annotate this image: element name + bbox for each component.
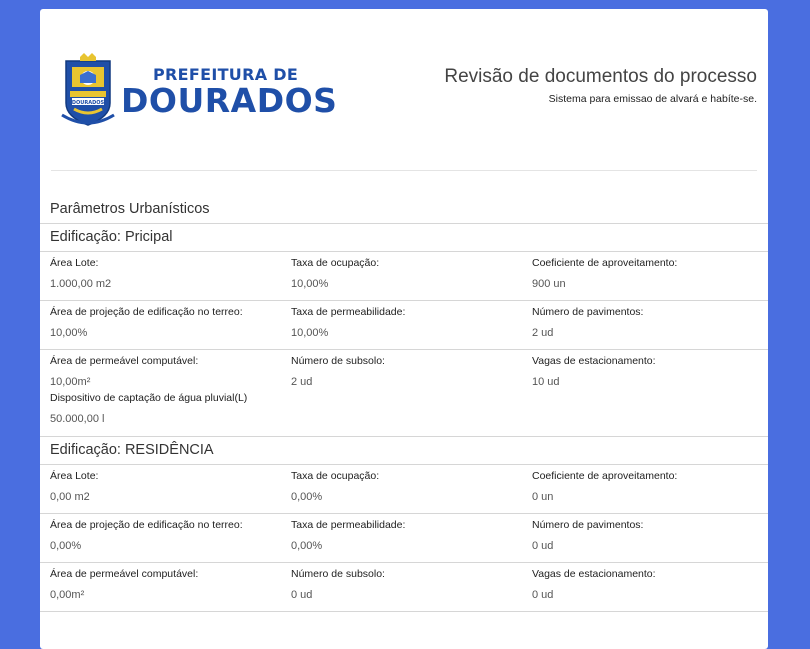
param-value: 1.000,00 m2	[50, 278, 112, 290]
param-label: Coeficiente de aproveitamento:	[532, 257, 678, 269]
param-row	[40, 562, 768, 611]
param-value: 0,00m²	[50, 589, 85, 601]
param-value: 0,00%	[50, 540, 82, 552]
prefeitura-logo	[58, 51, 338, 131]
param-label: Taxa de ocupação:	[291, 470, 380, 482]
param-value: 0 ud	[532, 540, 554, 552]
param-row	[40, 513, 768, 562]
param-label: Área de permeável computável:	[50, 568, 199, 580]
param-cell	[532, 519, 643, 552]
coat-of-arms-icon	[58, 51, 118, 131]
param-row	[40, 349, 768, 392]
param-label: Coeficiente de aproveitamento:	[532, 470, 678, 482]
param-value: 2 ud	[291, 376, 313, 388]
param-label: Número de subsolo:	[291, 568, 385, 580]
param-label: Área de projeção de edificação no terreo:	[50, 306, 243, 318]
param-cell	[532, 306, 643, 339]
param-cell	[50, 257, 111, 290]
section-title: Parâmetros Urbanísticos	[50, 201, 210, 217]
param-cell	[50, 306, 243, 339]
param-cell	[50, 519, 243, 552]
param-label: Taxa de permeabilidade:	[291, 519, 406, 531]
param-cell	[291, 257, 379, 290]
param-row-extra	[40, 392, 768, 436]
param-label: Área de permeável computável:	[50, 355, 199, 367]
param-cell	[291, 470, 379, 503]
param-cell	[291, 355, 385, 388]
param-cell	[532, 470, 677, 503]
param-label: Número de subsolo:	[291, 355, 385, 367]
param-value: 0 ud	[291, 589, 313, 601]
param-label: Área de projeção de edificação no terreo:	[50, 519, 243, 531]
param-value: 0,00%	[291, 491, 323, 503]
param-cell	[291, 306, 405, 339]
param-row	[40, 251, 768, 300]
param-cell	[291, 568, 385, 601]
param-value: 900 un	[532, 278, 566, 290]
param-cell	[291, 519, 405, 552]
param-label: Dispositivo de captação de água pluvial(L)	[50, 392, 248, 404]
param-row	[40, 464, 768, 513]
section-divider	[40, 611, 768, 612]
edificacao-title: Edificação: Pricipal	[50, 229, 173, 245]
param-cell	[50, 470, 98, 503]
edificacao-title: Edificação: RESIDÊNCIA	[50, 442, 214, 458]
param-value: 10 ud	[532, 376, 560, 388]
param-cell	[50, 568, 198, 601]
param-row	[40, 300, 768, 349]
header-divider	[51, 170, 757, 171]
review-card	[40, 9, 768, 649]
param-value: 0 ud	[532, 589, 554, 601]
param-value: 0,00%	[291, 540, 323, 552]
param-cell	[532, 568, 656, 601]
param-value: 0 un	[532, 491, 554, 503]
param-value: 0,00 m2	[50, 491, 90, 503]
param-label: Taxa de permeabilidade:	[291, 306, 406, 318]
param-cell	[50, 392, 247, 425]
param-label: Taxa de ocupação:	[291, 257, 380, 269]
page-header	[40, 9, 768, 171]
param-value: 10,00%	[291, 327, 329, 339]
page-subtitle: Sistema para emissao de alvará e habíte-se.	[548, 93, 757, 105]
param-value: 10,00%	[50, 327, 88, 339]
param-value: 10,00m²	[50, 376, 91, 388]
param-value: 10,00%	[291, 278, 329, 290]
param-label: Área Lote:	[50, 257, 99, 269]
param-label: Vagas de estacionamento:	[532, 355, 656, 367]
logo-top-text: PREFEITURA DE	[153, 65, 299, 84]
svg-text:DOURADOS: DOURADOS	[71, 100, 105, 106]
param-label: Número de pavimentos:	[532, 306, 644, 318]
logo-main-text: DOURADOS	[121, 81, 338, 120]
param-cell	[50, 355, 198, 388]
param-value: 50.000,00 l	[50, 413, 105, 425]
param-cell	[532, 257, 677, 290]
param-label: Número de pavimentos:	[532, 519, 644, 531]
param-label: Área Lote:	[50, 470, 99, 482]
param-label: Vagas de estacionamento:	[532, 568, 656, 580]
param-value: 2 ud	[532, 327, 554, 339]
parametros-content	[40, 223, 768, 612]
param-cell	[532, 355, 656, 388]
page-title: Revisão de documentos do processo	[444, 66, 757, 87]
